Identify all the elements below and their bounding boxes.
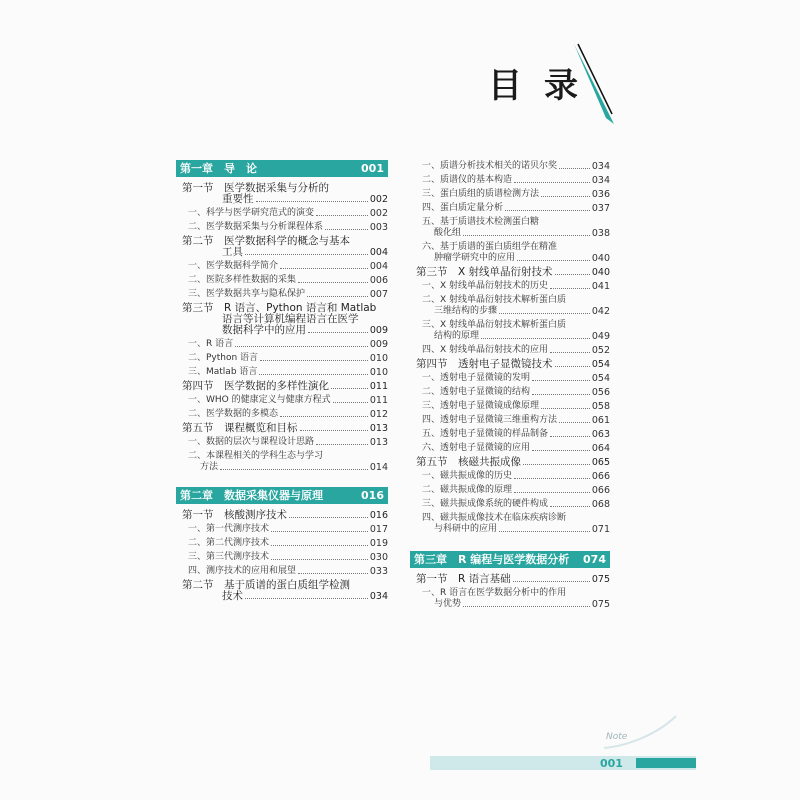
item-entry[interactable] <box>410 320 610 342</box>
item-entry[interactable] <box>410 203 610 214</box>
item-title: 一、X 射线单晶衍射技术的历史 <box>422 281 549 291</box>
page-number: 011 <box>369 395 388 406</box>
item-title-cont: 肿瘤学研究中的应用 <box>434 253 516 263</box>
item-title: 一、磁共振成像的历史 <box>422 471 513 481</box>
page-number: 010 <box>369 367 388 378</box>
section-title: 第一节 医学数据采集与分析的 <box>182 182 329 194</box>
page-number: 054 <box>591 359 610 370</box>
item-title-cont: 三维结构的步骤 <box>434 306 498 316</box>
item-entry[interactable] <box>410 217 610 239</box>
page-number: 012 <box>369 409 388 420</box>
item-title: 四、透射电子显微镜三维重构方法 <box>422 415 558 425</box>
section-title-cont: 工具 <box>222 246 243 258</box>
page-number: 068 <box>591 499 610 510</box>
item-title-cont: 结构的原理 <box>434 331 480 341</box>
page-number: 007 <box>369 289 388 300</box>
page-number: 017 <box>369 524 388 535</box>
item-title: 一、WHO 的健康定义与健康方程式 <box>188 395 331 405</box>
chapter-title: 第一章 导 论 <box>180 162 257 175</box>
section-entry[interactable] <box>410 267 610 278</box>
page-number: 006 <box>369 275 388 286</box>
item-entry[interactable] <box>410 415 610 426</box>
item-entry[interactable] <box>176 395 388 406</box>
page-number: 019 <box>369 538 388 549</box>
item-entry[interactable] <box>176 289 388 300</box>
page-number: 064 <box>591 443 610 454</box>
section-entry[interactable] <box>176 510 388 521</box>
item-entry[interactable] <box>410 443 610 454</box>
footer-page-number: 001 <box>600 757 623 770</box>
item-title: 六、透射电子显微镜的应用 <box>422 443 531 453</box>
chapter-title: 第二章 数据采集仪器与原理 <box>180 489 323 502</box>
section-title: 第一节 核酸测序技术 <box>182 509 287 521</box>
section-title-cont: 数据科学中的应用 <box>222 324 306 336</box>
pen-decoration-icon <box>566 38 626 128</box>
item-entry[interactable] <box>410 588 610 610</box>
page-number: 004 <box>369 261 388 272</box>
item-title: 二、医学数据的多模态 <box>188 409 279 419</box>
section-entry[interactable] <box>176 183 388 205</box>
page-number: 054 <box>591 373 610 384</box>
item-title: 三、X 射线单晶衍射技术解析蛋白质 <box>422 320 567 330</box>
page-number: 011 <box>369 381 388 392</box>
item-entry[interactable] <box>176 261 388 272</box>
item-entry[interactable] <box>410 401 610 412</box>
section-entry[interactable] <box>176 303 388 336</box>
page-number: 010 <box>369 353 388 364</box>
item-entry[interactable] <box>176 339 388 350</box>
item-title: 三、Matlab 语言 <box>188 367 258 377</box>
section-entry[interactable] <box>176 423 388 434</box>
item-entry[interactable] <box>176 437 388 448</box>
section-entry[interactable] <box>410 457 610 468</box>
item-title: 一、医学数据科学简介 <box>188 261 279 271</box>
item-entry[interactable] <box>176 451 388 473</box>
item-title: 一、R 语言 <box>188 339 234 349</box>
item-title: 一、数据的层次与课程设计思路 <box>188 437 315 447</box>
page-number: 002 <box>369 194 388 205</box>
item-title: 二、Python 语言 <box>188 353 259 363</box>
section-entry[interactable] <box>410 574 610 585</box>
item-title: 二、透射电子显微镜的结构 <box>422 387 531 397</box>
page-number: 009 <box>369 339 388 350</box>
page-number: 004 <box>369 247 388 258</box>
page-number: 065 <box>591 457 610 468</box>
page-number: 013 <box>369 423 388 434</box>
page-number: 016 <box>361 489 384 502</box>
item-title: 三、蛋白质组的质谱检测方法 <box>422 189 540 199</box>
page-number: 058 <box>591 401 610 412</box>
section-title: 第五节 核磁共振成像 <box>416 456 521 468</box>
section-entry[interactable] <box>410 359 610 370</box>
section-title: 第三节 X 射线单晶衍射技术 <box>416 266 553 278</box>
item-title: 四、蛋白质定量分析 <box>422 203 504 213</box>
page-number: 002 <box>369 208 388 219</box>
toc-right-column <box>410 158 610 613</box>
footer-accent-bar <box>636 758 696 768</box>
item-entry[interactable] <box>410 513 610 535</box>
item-entry[interactable] <box>410 387 610 398</box>
page-number: 040 <box>591 253 610 264</box>
item-title: 二、医学数据采集与分析课程体系 <box>188 222 324 232</box>
item-entry[interactable] <box>176 208 388 219</box>
page-number: 003 <box>369 222 388 233</box>
item-title: 六、基于质谱的蛋白质组学在精准 <box>422 242 558 252</box>
item-entry[interactable] <box>410 175 610 186</box>
page-number: 034 <box>591 161 610 172</box>
chapter-title: 第三章 R 编程与医学数据分析 <box>414 553 570 566</box>
item-entry[interactable] <box>410 373 610 384</box>
item-entry[interactable] <box>410 345 610 356</box>
item-title: 二、本课程相关的学科生态与学习 <box>188 451 324 461</box>
page-number: 042 <box>591 306 610 317</box>
section-title: 第五节 课程概览和目标 <box>182 422 298 434</box>
toc-left-column <box>176 160 388 604</box>
page-number: 074 <box>583 553 606 566</box>
section-entry[interactable] <box>176 236 388 258</box>
page-number: 071 <box>591 524 610 535</box>
page-number: 049 <box>591 331 610 342</box>
item-title: 二、医院多样性数据的采集 <box>188 275 297 285</box>
section-title-cont: 重要性 <box>222 193 254 205</box>
item-title: 四、测序技术的应用和展望 <box>188 566 297 576</box>
page-number: 052 <box>591 345 610 356</box>
item-title: 二、磁共振成像的原理 <box>422 485 513 495</box>
item-entry[interactable] <box>176 538 388 549</box>
page-number: 016 <box>369 510 388 521</box>
item-title: 三、医学数据共享与隐私保护 <box>188 289 306 299</box>
item-title: 一、R 语言在医学数据分析中的作用 <box>422 588 567 598</box>
item-entry[interactable] <box>410 295 610 317</box>
item-entry[interactable] <box>176 409 388 420</box>
item-entry[interactable] <box>410 161 610 172</box>
item-title: 一、质谱分析技术相关的诺贝尔奖 <box>422 161 558 171</box>
item-title: 一、第一代测序技术 <box>188 524 270 534</box>
item-entry[interactable] <box>410 485 610 496</box>
section-title: 第三节 R 语言、Python 语言和 Matlab <box>182 302 377 314</box>
page-number: 036 <box>591 189 610 200</box>
section-title: 第二节 基于质谱的蛋白质组学检测 <box>182 579 350 591</box>
item-entry[interactable] <box>176 566 388 577</box>
page-title: 目录 <box>488 66 600 106</box>
section-title: 第二节 医学数据科学的概念与基本 <box>182 235 350 247</box>
item-title: 四、X 射线单晶衍射技术的应用 <box>422 345 549 355</box>
page-number: 075 <box>591 599 610 610</box>
chapter-2-heading[interactable] <box>176 487 388 504</box>
item-title-cont: 与优势 <box>434 599 462 609</box>
section-entry[interactable] <box>176 580 388 602</box>
item-entry[interactable] <box>410 499 610 510</box>
page-number: 034 <box>591 175 610 186</box>
page-number: 033 <box>369 566 388 577</box>
chapter-1-heading[interactable] <box>176 160 388 177</box>
page-number: 041 <box>591 281 610 292</box>
page-number: 040 <box>591 267 610 278</box>
chapter-3-heading[interactable] <box>410 551 610 568</box>
page-number: 014 <box>369 462 388 473</box>
item-title: 四、磁共振成像技术在临床疾病诊断 <box>422 513 567 523</box>
item-entry[interactable] <box>410 189 610 200</box>
page-number: 063 <box>591 429 610 440</box>
item-entry[interactable] <box>176 275 388 286</box>
item-entry[interactable] <box>176 552 388 563</box>
page-number: 066 <box>591 485 610 496</box>
item-entry[interactable] <box>176 524 388 535</box>
item-entry[interactable] <box>410 281 610 292</box>
page-number: 038 <box>591 228 610 239</box>
item-entry[interactable] <box>410 429 610 440</box>
page-number: 001 <box>361 162 384 175</box>
page-number: 037 <box>591 203 610 214</box>
page-number: 034 <box>369 591 388 602</box>
item-title-cont: 方法 <box>200 462 219 472</box>
page-number: 030 <box>369 552 388 563</box>
item-title: 一、透射电子显微镜的发明 <box>422 373 531 383</box>
note-label: Note <box>606 732 628 742</box>
item-title: 五、基于质谱技术检测蛋白糖 <box>422 217 540 227</box>
page-number: 075 <box>591 574 610 585</box>
section-title-cont: 语言等计算机编程语言在医学 <box>222 313 359 325</box>
item-title-cont: 酸化组 <box>434 228 462 238</box>
item-title: 一、科学与医学研究范式的演变 <box>188 208 315 218</box>
item-title: 二、X 射线单晶衍射技术解析蛋白质 <box>422 295 567 305</box>
section-entry[interactable] <box>176 381 388 392</box>
item-title: 二、质谱仪的基本构造 <box>422 175 513 185</box>
item-entry[interactable] <box>410 471 610 482</box>
page-number: 066 <box>591 471 610 482</box>
page-number: 009 <box>369 325 388 336</box>
item-title: 三、磁共振成像系统的硬件构成 <box>422 499 549 509</box>
page-number: 056 <box>591 387 610 398</box>
section-title: 第四节 医学数据的多样性演化 <box>182 380 329 392</box>
item-entry[interactable] <box>176 353 388 364</box>
page-number: 013 <box>369 437 388 448</box>
section-title: 第一节 R 语言基础 <box>416 573 511 585</box>
item-entry[interactable] <box>410 242 610 264</box>
item-title: 三、第三代测序技术 <box>188 552 270 562</box>
section-title-cont: 技术 <box>222 590 243 602</box>
item-title: 三、透射电子显微镜成像原理 <box>422 401 540 411</box>
item-entry[interactable] <box>176 367 388 378</box>
item-title: 二、第二代测序技术 <box>188 538 270 548</box>
item-entry[interactable] <box>176 222 388 233</box>
item-title: 五、透射电子显微镜的样品制备 <box>422 429 549 439</box>
section-title: 第四节 透射电子显微镜技术 <box>416 358 553 370</box>
item-title-cont: 与科研中的应用 <box>434 524 498 534</box>
page-number: 061 <box>591 415 610 426</box>
